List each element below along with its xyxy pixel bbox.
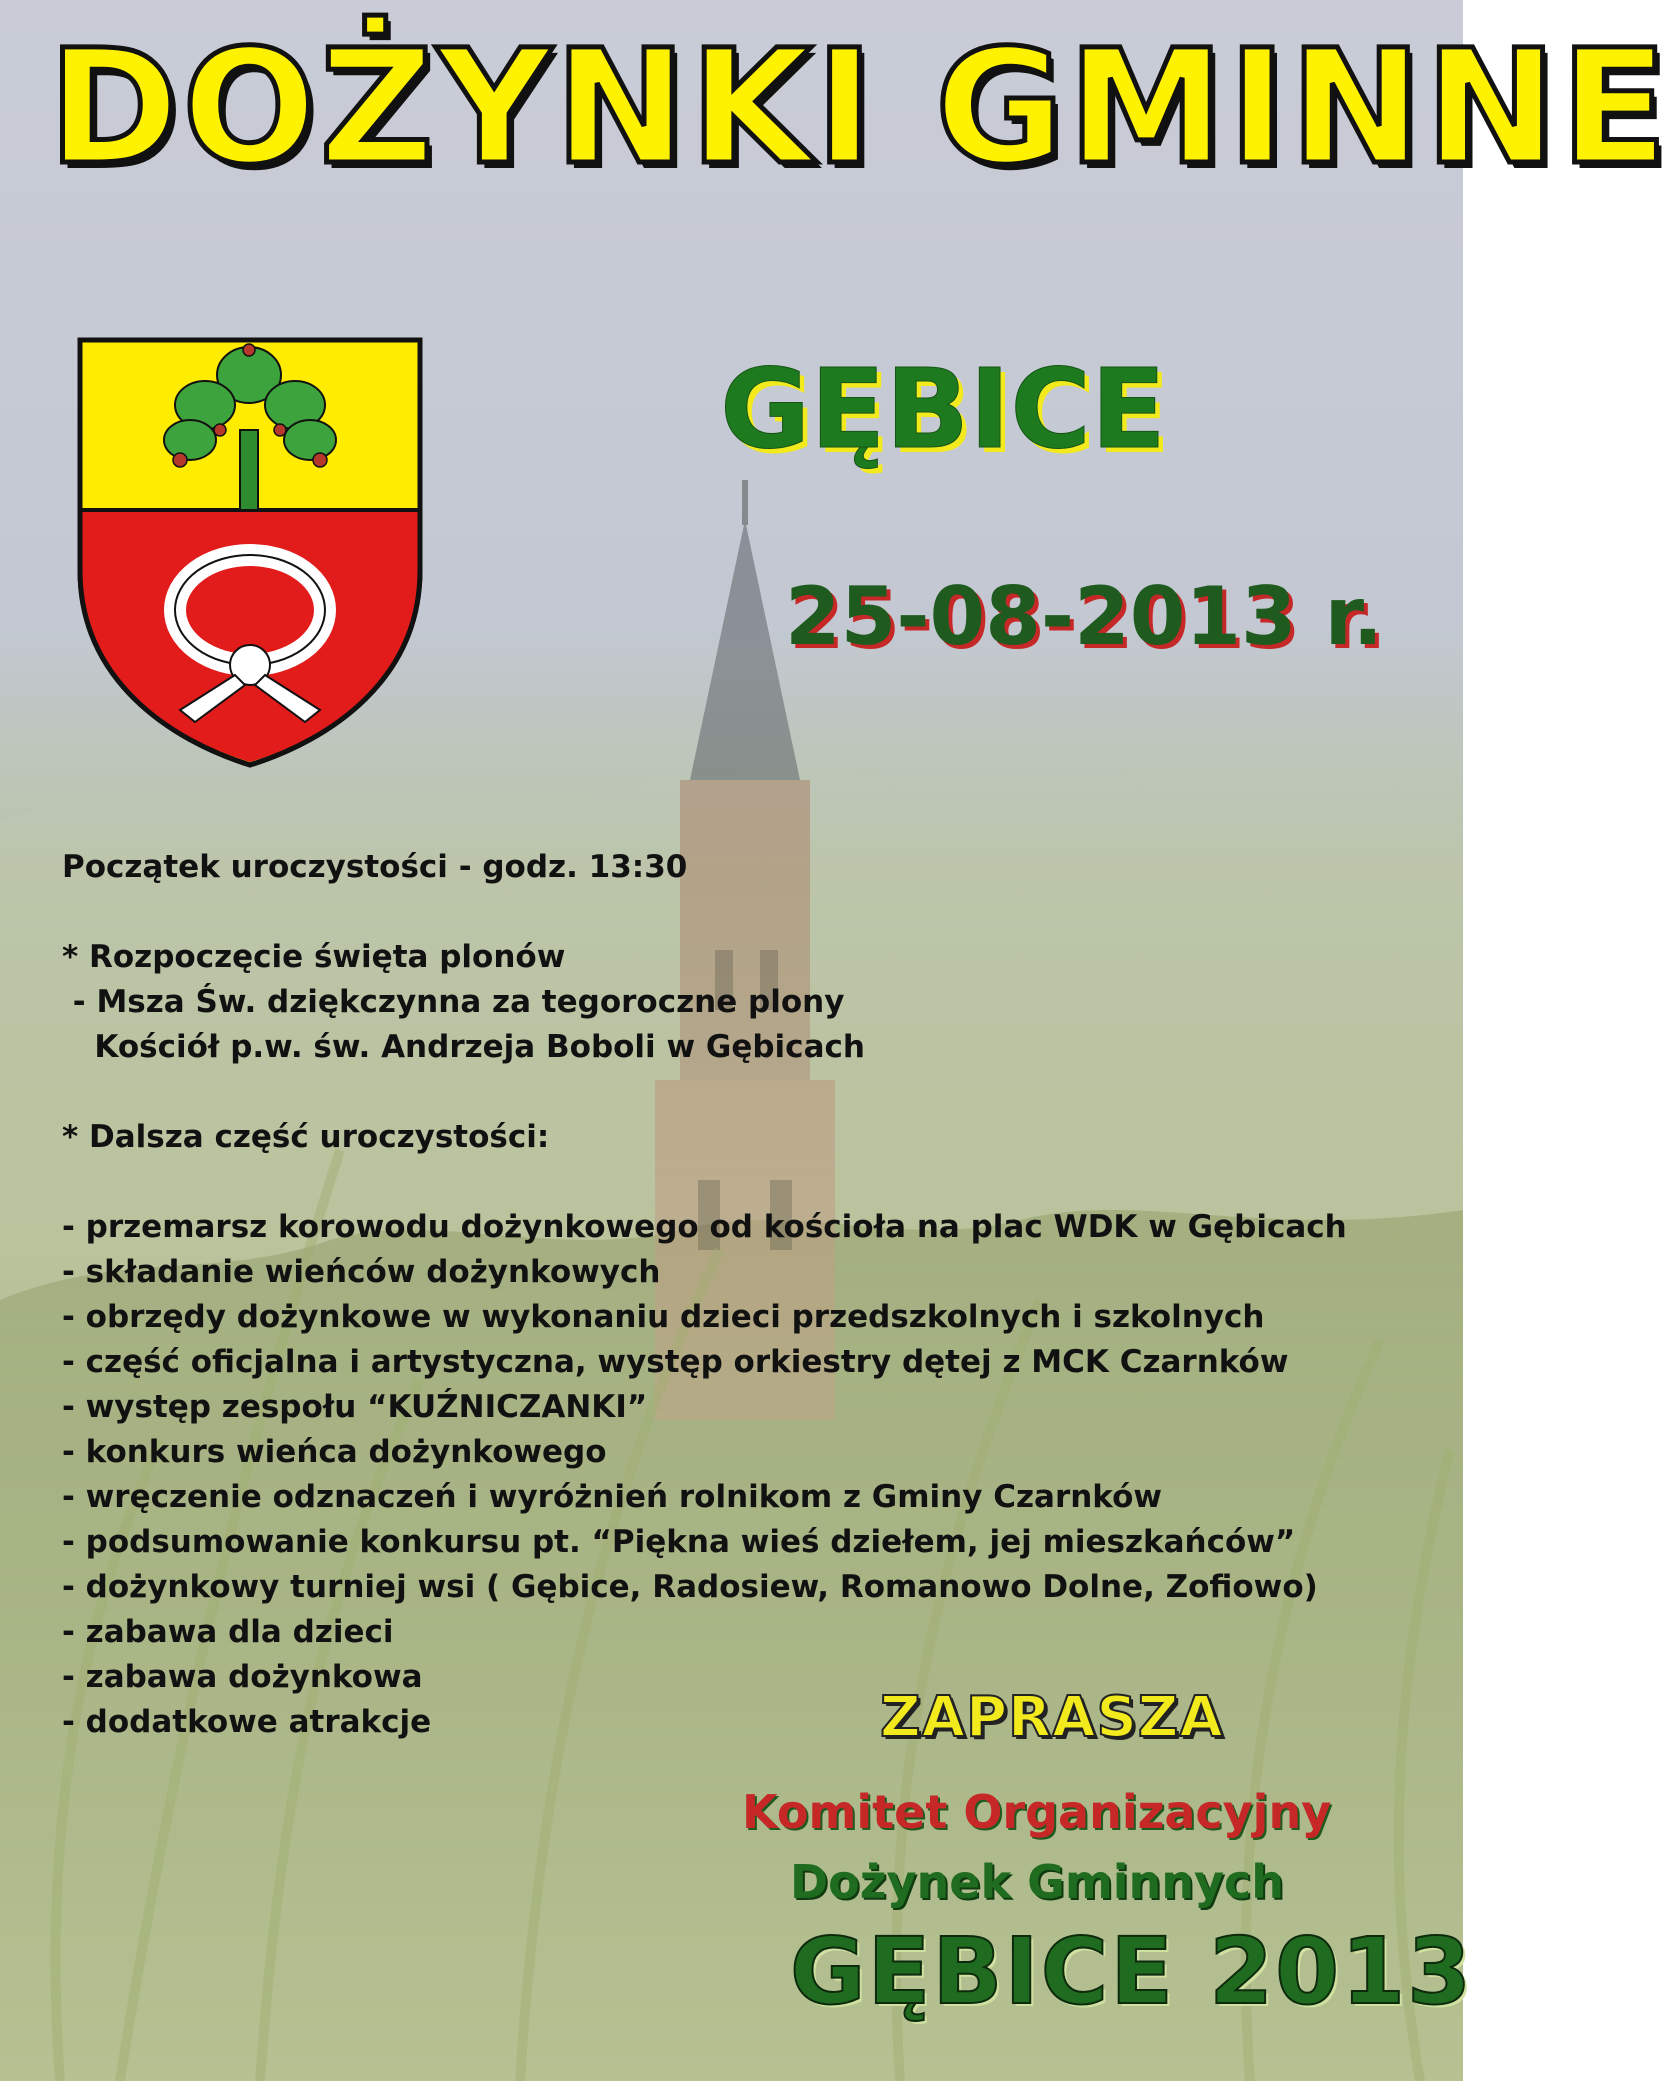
list-item: - wręczenie odznaczeń i wyróżnień rolnikom z Gminy Czarnków [62, 1479, 1163, 1515]
list-item: - część oficjalna i artystyczna, występ orkiestry dętej z MCK Czarnków [62, 1344, 1289, 1380]
town-title: GĘBICE [720, 345, 1167, 473]
list-item: - zabawa dożynkowa [62, 1659, 423, 1695]
spacer [62, 1160, 1422, 1205]
list-item: - dodatkowe atrakcje [62, 1704, 432, 1740]
program-church: Kościół p.w. św. Andrzeja Boboli w Gębicach [62, 1029, 865, 1065]
spacer [62, 890, 1422, 935]
invite-text: ZAPRASZA [880, 1685, 1224, 1750]
program-part2-heading: * Dalsza część uroczystości: [62, 1119, 550, 1155]
list-item: - występ zespołu “KUŹNICZANKI” [62, 1389, 648, 1425]
program-list [62, 845, 1422, 1745]
event-date: 25-08-2013 r. [785, 570, 1384, 663]
list-item: - dożynkowy turniej wsi ( Gębice, Radosiew, Romanowo Dolne, Zofiowo) [62, 1569, 1318, 1605]
coat-of-arms [60, 320, 440, 780]
program-mass: - Msza Św. dziękczynna za tegoroczne plony [62, 984, 845, 1020]
committee-line-1: Komitet Organizacyjny [742, 1785, 1332, 1839]
list-item: - obrzędy dożynkowe w wykonaniu dzieci przedszkolnych i szkolnych [62, 1299, 1265, 1335]
committee-line-2: Dożynek Gminnych [790, 1855, 1285, 1909]
spacer [62, 1070, 1422, 1115]
program-part1-heading: * Rozpoczęcie święta plonów [62, 939, 566, 975]
list-item: - konkurs wieńca dożynkowego [62, 1434, 607, 1470]
program-start: Początek uroczystości - godz. 13:30 [62, 849, 688, 885]
list-item: - składanie wieńców dożynkowych [62, 1254, 661, 1290]
list-item: - przemarsz korowodu dożynkowego od kościoła na plac WDK w Gębicach [62, 1209, 1347, 1245]
list-item: - zabawa dla dzieci [62, 1614, 394, 1650]
main-title: DOŻYNKI GMINNE [48, 16, 1671, 200]
list-item: - podsumowanie konkursu pt. “Piękna wieś dziełem, jej mieszkańców” [62, 1524, 1296, 1560]
footer-event-name: GĘBICE 2013 [790, 1918, 1474, 2025]
